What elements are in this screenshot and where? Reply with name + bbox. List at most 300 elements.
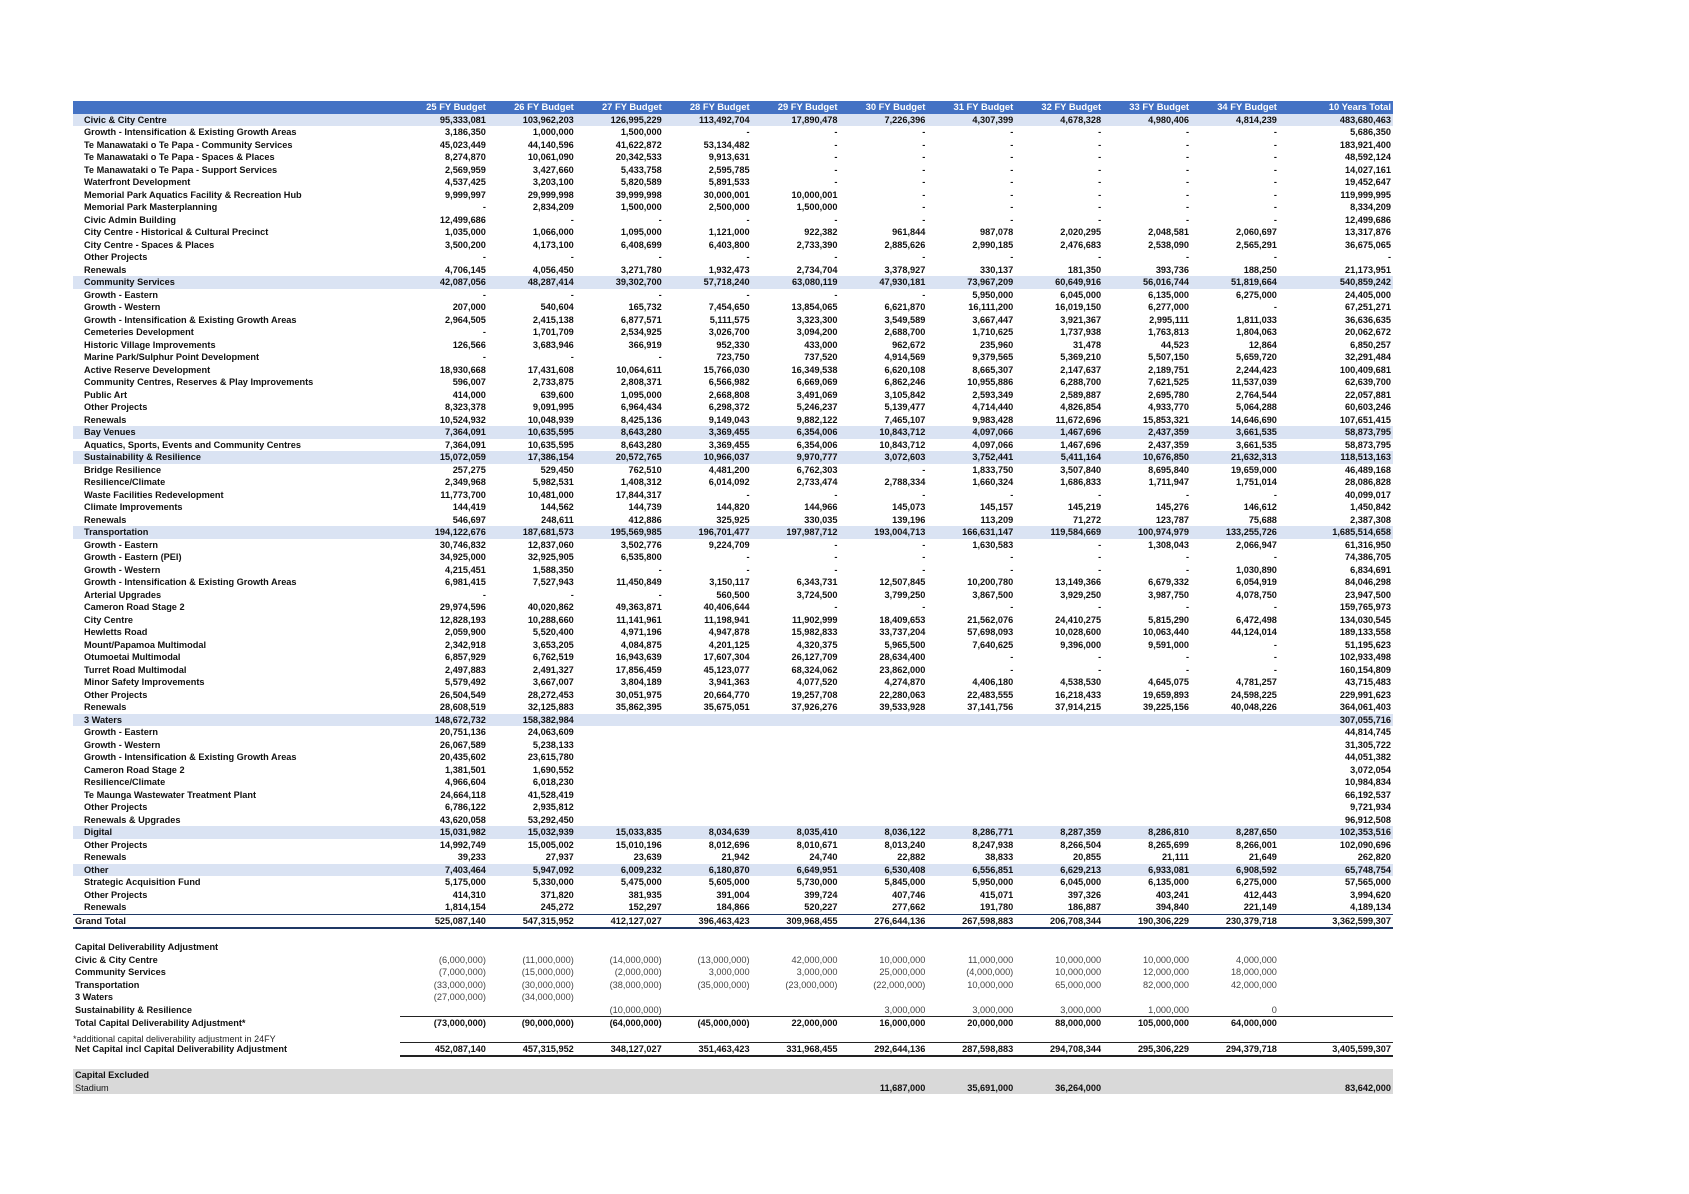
value-cell: 28,608,519 bbox=[439, 702, 486, 712]
value-cell: 133,255,726 bbox=[1191, 526, 1279, 539]
value-cell: 126,566 bbox=[452, 339, 486, 350]
value-cell: 3,491,069 bbox=[796, 389, 838, 400]
value-cell: 37,926,276 bbox=[791, 702, 838, 712]
total-cell: 183,921,400 bbox=[1339, 139, 1391, 150]
value-cell: - bbox=[1185, 177, 1190, 187]
value-cell bbox=[576, 1056, 664, 1069]
value-cell: - bbox=[1098, 164, 1102, 175]
row-label: Cameron Road Stage 2 bbox=[84, 764, 185, 775]
value-cell: 26,504,549 bbox=[439, 689, 486, 700]
value-cell bbox=[664, 789, 752, 802]
value-cell: 962,672 bbox=[892, 339, 926, 350]
row-label: Capital Excluded bbox=[73, 1069, 400, 1082]
value-cell bbox=[752, 941, 840, 954]
value-cell: 44,523 bbox=[1160, 339, 1190, 350]
total-cell bbox=[1279, 928, 1393, 941]
value-cell: 158,382,984 bbox=[488, 714, 576, 727]
value-cell: 17,431,608 bbox=[527, 364, 574, 375]
table-row bbox=[73, 489, 1393, 502]
value-cell: 292,644,136 bbox=[839, 1042, 927, 1056]
value-cell: 5,507,150 bbox=[1148, 352, 1190, 362]
value-cell: 15,033,835 bbox=[576, 826, 664, 839]
total-cell: 12,499,686 bbox=[1345, 214, 1391, 225]
value-cell: 3,105,842 bbox=[884, 389, 926, 400]
value-cell: 32,925,905 bbox=[527, 552, 574, 562]
value-cell: - bbox=[1185, 139, 1190, 150]
table-row bbox=[73, 226, 1393, 239]
value-cell bbox=[400, 1004, 488, 1017]
value-cell: 37,141,756 bbox=[967, 702, 1014, 712]
value-cell: 3,094,200 bbox=[796, 327, 838, 337]
value-cell: 188,250 bbox=[1243, 264, 1277, 275]
value-cell: 6,403,800 bbox=[708, 239, 750, 250]
row-label: Aquatics, Sports, Events and Community Centres bbox=[84, 439, 301, 450]
value-cell: 1,500,000 bbox=[620, 202, 662, 212]
value-cell bbox=[839, 1030, 927, 1043]
value-cell: 18,930,668 bbox=[439, 364, 486, 375]
value-cell: 414,310 bbox=[452, 889, 486, 900]
total-cell: 58,873,795 bbox=[1279, 426, 1393, 439]
total-cell: 3,405,599,307 bbox=[1279, 1042, 1393, 1056]
table-row bbox=[73, 239, 1393, 252]
total-cell: 21,173,951 bbox=[1345, 264, 1391, 275]
value-cell: 20,855 bbox=[1073, 852, 1102, 862]
row-label: Arterial Upgrades bbox=[84, 589, 162, 600]
total-cell: 74,386,705 bbox=[1345, 552, 1391, 562]
total-cell: 40,099,017 bbox=[1345, 489, 1391, 500]
value-cell: 148,672,732 bbox=[400, 714, 488, 727]
value-cell: 381,935 bbox=[628, 889, 662, 900]
value-cell: 723,750 bbox=[716, 352, 750, 362]
value-cell: 57,718,240 bbox=[664, 276, 752, 289]
row-label: Growth - Eastern bbox=[84, 727, 159, 737]
value-cell: - bbox=[1010, 164, 1014, 175]
value-cell: 414,000 bbox=[452, 389, 486, 400]
table-row bbox=[73, 1056, 1393, 1069]
value-cell: 12,828,193 bbox=[439, 614, 486, 625]
value-cell: 4,097,066 bbox=[927, 426, 1015, 439]
value-cell: 2,569,959 bbox=[445, 164, 486, 175]
row-label: Memorial Park Masterplanning bbox=[84, 202, 218, 212]
row-label: Waterfront Development bbox=[84, 177, 191, 187]
value-cell: - bbox=[922, 489, 926, 500]
row-label: Other Projects bbox=[84, 889, 148, 900]
value-cell: - bbox=[1010, 214, 1014, 225]
value-cell: - bbox=[658, 252, 662, 262]
total-cell bbox=[1279, 966, 1393, 979]
value-cell: 146,612 bbox=[1243, 502, 1277, 512]
value-cell: 13,149,366 bbox=[1055, 577, 1102, 587]
value-cell: 49,363,871 bbox=[615, 602, 662, 612]
value-cell: - bbox=[1098, 489, 1102, 500]
value-cell: 1,690,552 bbox=[532, 764, 574, 775]
value-cell: 639,600 bbox=[540, 389, 574, 400]
value-cell: 145,157 bbox=[980, 502, 1014, 512]
table-row bbox=[73, 928, 1393, 941]
value-cell: 6,857,929 bbox=[445, 652, 486, 662]
value-cell: - bbox=[1185, 652, 1190, 662]
total-cell: 60,603,246 bbox=[1345, 402, 1391, 412]
value-cell: 16,000,000 bbox=[839, 1017, 927, 1030]
value-cell: 3,987,750 bbox=[1148, 589, 1190, 600]
value-cell bbox=[1191, 1030, 1279, 1043]
value-cell: 433,000 bbox=[804, 339, 838, 350]
value-cell: 267,598,883 bbox=[927, 914, 1015, 928]
value-cell: 277,662 bbox=[892, 902, 926, 912]
value-cell bbox=[927, 1030, 1015, 1043]
value-cell: 7,364,091 bbox=[400, 426, 488, 439]
value-cell: 5,475,000 bbox=[620, 877, 662, 887]
value-cell: 15,072,059 bbox=[400, 451, 488, 464]
value-cell: - bbox=[570, 352, 574, 362]
value-cell: - bbox=[1273, 139, 1277, 150]
value-cell bbox=[576, 814, 664, 827]
row-label: Renewals bbox=[84, 702, 127, 712]
value-cell: 7,465,107 bbox=[884, 414, 926, 425]
value-cell: 5,330,000 bbox=[532, 877, 574, 887]
value-cell bbox=[400, 1069, 488, 1082]
value-cell bbox=[839, 726, 927, 739]
total-cell: 107,651,415 bbox=[1339, 414, 1391, 425]
value-cell: 9,983,428 bbox=[972, 414, 1014, 425]
value-cell: 294,708,344 bbox=[1015, 1042, 1103, 1056]
value-cell: 3,150,117 bbox=[709, 577, 750, 587]
value-cell: - bbox=[1185, 489, 1190, 500]
total-cell: 13,317,876 bbox=[1345, 227, 1391, 237]
value-cell bbox=[1015, 776, 1103, 789]
value-cell: 1,686,833 bbox=[1060, 477, 1102, 487]
value-cell: 16,349,538 bbox=[791, 364, 838, 375]
value-cell: 5,175,000 bbox=[445, 877, 486, 887]
value-cell: 4,173,100 bbox=[532, 239, 574, 250]
value-cell: 10,481,000 bbox=[527, 489, 574, 500]
value-cell: 4,645,075 bbox=[1148, 677, 1190, 687]
value-cell: - bbox=[1010, 602, 1014, 612]
value-cell: 4,971,196 bbox=[620, 627, 662, 637]
value-cell: 2,415,138 bbox=[532, 314, 574, 325]
value-cell: 15,010,196 bbox=[615, 839, 662, 850]
column-header: 25 FY Budget bbox=[400, 101, 488, 114]
table-row bbox=[73, 764, 1393, 777]
value-cell: 197,987,712 bbox=[752, 526, 840, 539]
value-cell bbox=[839, 739, 927, 752]
table-row bbox=[73, 189, 1393, 202]
value-cell: - bbox=[482, 589, 486, 600]
value-cell: - bbox=[482, 352, 486, 362]
table-row bbox=[73, 151, 1393, 164]
total-cell: 8,334,209 bbox=[1350, 202, 1391, 212]
value-cell: 6,908,592 bbox=[1191, 864, 1279, 877]
table-row bbox=[73, 979, 1393, 992]
value-cell: 1,308,043 bbox=[1148, 539, 1190, 550]
value-cell: - bbox=[1098, 139, 1102, 150]
value-cell: 1,500,000 bbox=[796, 202, 838, 212]
value-cell: 2,342,918 bbox=[445, 639, 486, 650]
table-row bbox=[73, 414, 1393, 427]
value-cell: 6,530,408 bbox=[839, 864, 927, 877]
value-cell: - bbox=[834, 127, 838, 137]
value-cell bbox=[576, 751, 664, 764]
value-cell: 330,035 bbox=[804, 514, 838, 525]
value-cell: 44,140,596 bbox=[527, 139, 574, 150]
value-cell: 5,950,000 bbox=[972, 289, 1014, 300]
value-cell bbox=[1103, 1082, 1191, 1095]
value-cell: 8,274,870 bbox=[445, 152, 486, 162]
value-cell: 1,814,154 bbox=[445, 902, 486, 912]
value-cell: 952,330 bbox=[716, 339, 750, 350]
value-cell: 4,781,257 bbox=[1236, 677, 1277, 687]
value-cell: 9,882,122 bbox=[796, 414, 838, 425]
value-cell: 6,343,731 bbox=[796, 577, 838, 587]
value-cell: 6,298,372 bbox=[708, 402, 750, 412]
value-cell: 119,584,669 bbox=[1015, 526, 1103, 539]
value-cell: 1,381,501 bbox=[445, 764, 486, 775]
total-cell: 540,859,242 bbox=[1279, 276, 1393, 289]
value-cell: 6,275,000 bbox=[1236, 289, 1277, 300]
total-cell: 160,154,809 bbox=[1339, 664, 1391, 675]
value-cell: 5,982,531 bbox=[532, 477, 574, 487]
value-cell bbox=[927, 714, 1015, 727]
total-cell: 14,027,161 bbox=[1345, 164, 1391, 175]
value-cell bbox=[1191, 928, 1279, 941]
value-cell: - bbox=[1098, 539, 1102, 550]
value-cell: 10,000,000 bbox=[1055, 954, 1102, 965]
value-cell bbox=[1015, 764, 1103, 777]
value-cell: 1,408,312 bbox=[620, 477, 662, 487]
total-cell: 3,072,054 bbox=[1350, 764, 1391, 775]
value-cell: - bbox=[1010, 552, 1014, 562]
value-cell: - bbox=[922, 289, 926, 300]
row-label: Other Projects bbox=[84, 839, 148, 850]
value-cell: 9,396,000 bbox=[1060, 639, 1102, 650]
value-cell: - bbox=[1010, 127, 1014, 137]
value-cell: 40,020,862 bbox=[527, 602, 574, 612]
row-label: Minor Safety Improvements bbox=[84, 677, 205, 687]
value-cell: 3,752,441 bbox=[927, 451, 1015, 464]
value-cell: 10,635,595 bbox=[488, 426, 576, 439]
value-cell: 18,000,000 bbox=[1230, 967, 1277, 977]
value-cell: 10,000,000 bbox=[1055, 967, 1102, 977]
value-cell: 6,620,108 bbox=[884, 364, 926, 375]
value-cell bbox=[664, 739, 752, 752]
value-cell: - bbox=[922, 139, 926, 150]
value-cell bbox=[927, 726, 1015, 739]
value-cell: 12,507,845 bbox=[879, 577, 926, 587]
value-cell: 2,808,371 bbox=[620, 377, 662, 387]
value-cell: 3,000,000 bbox=[796, 967, 838, 977]
column-header: 32 FY Budget bbox=[1015, 101, 1103, 114]
value-cell: 2,734,704 bbox=[796, 264, 838, 275]
value-cell: 2,589,887 bbox=[1060, 389, 1102, 400]
value-cell: 4,320,375 bbox=[796, 639, 838, 650]
value-cell: 26,127,709 bbox=[791, 652, 838, 662]
row-label: Renewals bbox=[84, 902, 127, 912]
value-cell: 23,862,000 bbox=[879, 664, 926, 675]
total-cell: 48,592,124 bbox=[1345, 152, 1391, 162]
value-cell: 6,566,982 bbox=[708, 377, 750, 387]
value-cell: - bbox=[1273, 552, 1277, 562]
total-cell bbox=[1279, 1004, 1393, 1017]
value-cell bbox=[664, 1082, 752, 1095]
value-cell: 35,862,395 bbox=[615, 702, 662, 712]
table-row bbox=[73, 814, 1393, 827]
value-cell: - bbox=[570, 252, 574, 262]
value-cell: 6,354,006 bbox=[752, 426, 840, 439]
value-cell: 2,668,808 bbox=[708, 389, 750, 400]
row-label: Civic Admin Building bbox=[84, 214, 177, 225]
value-cell: 11,000,000 bbox=[967, 954, 1014, 965]
value-cell: 43,620,058 bbox=[439, 814, 486, 825]
value-cell bbox=[1015, 726, 1103, 739]
column-header: 30 FY Budget bbox=[839, 101, 927, 114]
value-cell: - bbox=[482, 327, 486, 337]
value-cell: 6,535,800 bbox=[620, 552, 662, 562]
row-label: City Centre - Spaces & Places bbox=[84, 239, 215, 250]
value-cell: 10,288,660 bbox=[527, 614, 574, 625]
value-cell bbox=[839, 714, 927, 727]
value-cell: 16,111,200 bbox=[968, 302, 1014, 312]
value-cell: 2,491,327 bbox=[532, 664, 574, 675]
value-cell: 12,000,000 bbox=[1143, 967, 1190, 977]
value-cell: 6,762,303 bbox=[796, 464, 838, 475]
value-cell: 235,960 bbox=[980, 339, 1014, 350]
row-label: Other Projects bbox=[84, 689, 148, 700]
total-cell: 10,984,834 bbox=[1345, 777, 1391, 787]
table-row bbox=[73, 164, 1393, 177]
value-cell: - bbox=[1273, 602, 1277, 612]
table-row bbox=[73, 214, 1393, 227]
value-cell: 24,063,609 bbox=[527, 727, 574, 737]
value-cell: - bbox=[922, 127, 926, 137]
value-cell: 8,425,136 bbox=[620, 414, 662, 425]
value-cell: (27,000,000) bbox=[433, 992, 486, 1002]
value-cell bbox=[488, 941, 576, 954]
value-cell: 3,427,660 bbox=[532, 164, 574, 175]
value-cell bbox=[839, 1056, 927, 1069]
value-cell: 207,000 bbox=[452, 302, 486, 312]
value-cell bbox=[752, 991, 840, 1004]
value-cell: - bbox=[1098, 652, 1102, 662]
value-cell bbox=[1191, 1069, 1279, 1082]
value-cell: 6,288,700 bbox=[1060, 377, 1102, 387]
value-cell: 276,644,136 bbox=[839, 914, 927, 928]
table-row bbox=[73, 614, 1393, 627]
row-label: Community Services bbox=[73, 276, 400, 289]
value-cell bbox=[1015, 801, 1103, 814]
value-cell: 45,123,077 bbox=[703, 664, 750, 675]
value-cell: 10,676,850 bbox=[1103, 451, 1191, 464]
value-cell: - bbox=[1098, 189, 1102, 200]
value-cell: 82,000,000 bbox=[1143, 979, 1190, 990]
value-cell: - bbox=[746, 127, 750, 137]
value-cell bbox=[927, 764, 1015, 777]
value-cell: - bbox=[1185, 564, 1190, 575]
table-row bbox=[73, 389, 1393, 402]
value-cell: 10,524,932 bbox=[439, 414, 486, 425]
value-cell: 3,072,603 bbox=[839, 451, 927, 464]
value-cell: - bbox=[922, 202, 926, 212]
value-cell: 5,238,133 bbox=[532, 739, 574, 750]
row-label: Bridge Resilience bbox=[84, 464, 162, 475]
value-cell: 2,964,505 bbox=[445, 314, 486, 325]
value-cell: 2,066,947 bbox=[1236, 539, 1277, 550]
value-cell: 1,932,473 bbox=[708, 264, 750, 275]
value-cell: 8,012,696 bbox=[708, 839, 750, 850]
row-label: Other Projects bbox=[84, 802, 148, 812]
row-label: Waste Facilities Redevelopment bbox=[84, 489, 224, 500]
value-cell: 5,891,533 bbox=[708, 177, 750, 187]
value-cell: - bbox=[1185, 164, 1190, 175]
row-label: Renewals bbox=[84, 414, 127, 425]
value-cell: 23,639 bbox=[633, 852, 662, 862]
value-cell: 3,799,250 bbox=[884, 589, 926, 600]
total-cell: 22,057,881 bbox=[1345, 389, 1391, 400]
value-cell: 17,844,317 bbox=[615, 489, 662, 500]
value-cell: 5,605,000 bbox=[708, 877, 750, 887]
value-cell: 2,189,751 bbox=[1148, 364, 1190, 375]
value-cell bbox=[576, 714, 664, 727]
value-cell: 15,766,030 bbox=[703, 364, 750, 375]
value-cell bbox=[664, 814, 752, 827]
value-cell: 40,406,644 bbox=[703, 602, 750, 612]
value-cell bbox=[1103, 814, 1191, 827]
value-cell: 6,275,000 bbox=[1236, 877, 1277, 887]
value-cell: - bbox=[1273, 177, 1277, 187]
value-cell bbox=[576, 941, 664, 954]
value-cell: - bbox=[1010, 139, 1014, 150]
value-cell: 287,598,883 bbox=[927, 1042, 1015, 1056]
value-cell: 15,005,002 bbox=[527, 839, 574, 850]
value-cell bbox=[400, 1056, 488, 1069]
value-cell: - bbox=[834, 489, 838, 500]
value-cell: - bbox=[1010, 652, 1014, 662]
value-cell: 15,853,321 bbox=[1143, 414, 1190, 425]
table-row bbox=[73, 1042, 1393, 1056]
column-header: 26 FY Budget bbox=[488, 101, 576, 114]
total-cell: 118,513,163 bbox=[1279, 451, 1393, 464]
value-cell: - bbox=[834, 152, 838, 162]
total-cell: 119,999,995 bbox=[1340, 189, 1391, 200]
value-cell bbox=[1015, 1069, 1103, 1082]
value-cell: 2,995,111 bbox=[1149, 314, 1190, 325]
value-cell: 7,364,091 bbox=[445, 439, 486, 450]
table-row bbox=[73, 464, 1393, 477]
row-label: Te Manawataki o Te Papa - Spaces & Places bbox=[84, 152, 275, 162]
value-cell: 21,942 bbox=[721, 852, 750, 862]
value-cell bbox=[1015, 814, 1103, 827]
value-cell bbox=[839, 928, 927, 941]
value-cell: 6,135,000 bbox=[1148, 877, 1190, 887]
table-row bbox=[73, 139, 1393, 152]
value-cell: 19,659,893 bbox=[1143, 689, 1190, 700]
total-cell: 43,715,483 bbox=[1345, 677, 1391, 687]
value-cell: 187,681,573 bbox=[488, 526, 576, 539]
value-cell bbox=[839, 789, 927, 802]
value-cell: 3,941,363 bbox=[708, 677, 750, 687]
value-cell: 2,437,359 bbox=[1103, 426, 1191, 439]
value-cell: 457,315,952 bbox=[488, 1042, 576, 1056]
row-label: Stadium bbox=[73, 1082, 400, 1095]
value-cell: 6,277,000 bbox=[1148, 302, 1190, 312]
value-cell: 407,746 bbox=[892, 889, 926, 900]
value-cell: 1,660,324 bbox=[972, 477, 1014, 487]
value-cell bbox=[488, 1030, 576, 1043]
row-label: Sustainability & Resilience bbox=[75, 1004, 192, 1015]
value-cell: 1,467,696 bbox=[1060, 439, 1102, 450]
value-cell: (64,000,000) bbox=[576, 1017, 664, 1030]
value-cell: 17,856,459 bbox=[615, 664, 662, 675]
value-cell: 12,864 bbox=[1248, 339, 1277, 350]
